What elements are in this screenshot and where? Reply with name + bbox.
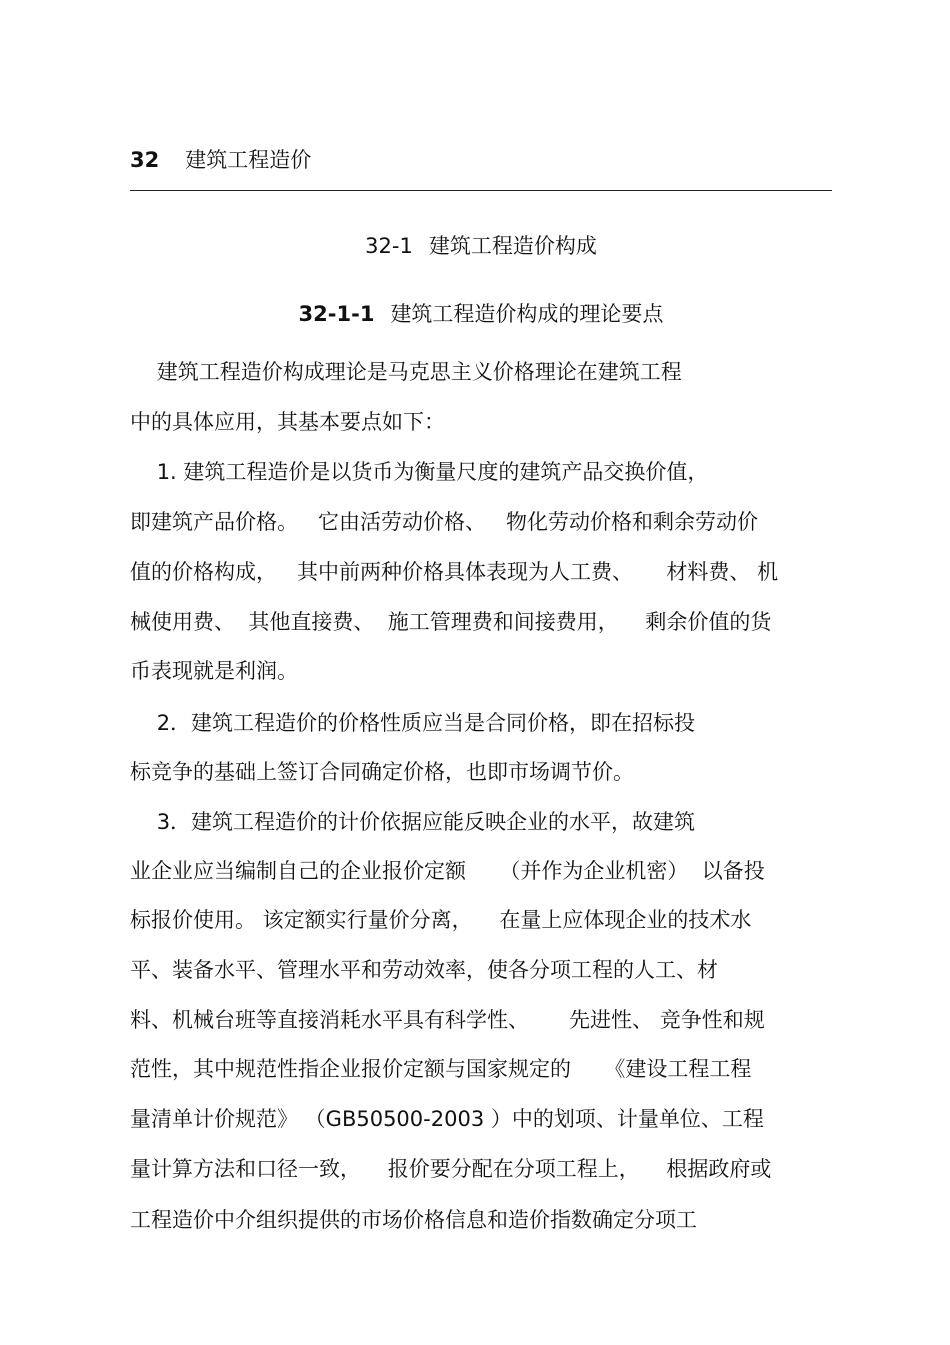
subsection-number: 32-1-1 (298, 302, 375, 326)
body-line: 械使用费、 其他直接费、 施工管理费和间接费用， 剩余价值的货 (130, 610, 772, 634)
section-heading (130, 232, 832, 260)
body-line: 量清单计价规范》 （GB50500-2003 ）中的划项、计量单位、工程 (130, 1107, 764, 1131)
chapter-heading (130, 146, 832, 174)
body-line: 标报价使用。 该定额实行量价分离， 在量上应体现企业的技术水 (130, 908, 752, 932)
body-line: 平、装备水平、管理水平和劳动效率，使各分项工程的人工、材 (130, 958, 718, 982)
chapter-number: 32 (130, 148, 160, 172)
section-number: 32-1 (365, 234, 413, 258)
body-line: 中的具体应用，其基本要点如下： (130, 410, 445, 434)
body-line: 建筑工程造价构成理论是马克思主义价格理论在建筑工程 (130, 360, 682, 384)
section-title: 建筑工程造价构成 (428, 234, 597, 258)
body-line: 3．建筑工程造价的计价依据应能反映企业的水平，故建筑 (130, 810, 696, 834)
subsection-title: 建筑工程造价构成的理论要点 (390, 302, 664, 326)
body-line: 料、机械台班等直接消耗水平具有科学性、 先进性、 竞争性和规 (130, 1008, 765, 1032)
body-line: 工程造价中介组织提供的市场价格信息和造价指数确定分项工 (130, 1208, 697, 1232)
body-line: 1. 建筑工程造价是以货币为衡量尺度的建筑产品交换价值， (130, 460, 709, 484)
body-line: 值的价格构成， 其中前两种价格具体表现为人工费、 材料费、 机 (130, 560, 779, 584)
body-line: 即建筑产品价格。 它由活劳动价格、 物化劳动价格和剩余劳动价 (130, 510, 759, 534)
body-line: 标竞争的基础上签订合同确定价格，也即市场调节价。 (130, 760, 634, 784)
header-rule (130, 190, 832, 191)
body-line: 2．建筑工程造价的价格性质应当是合同价格，即在招标投 (130, 711, 696, 735)
body-line: 范性，其中规范性指企业报价定额与国家规定的 《建设工程工程 (130, 1057, 752, 1081)
chapter-title: 建筑工程造价 (185, 148, 312, 172)
body-line: 币表现就是利润。 (130, 659, 298, 683)
body-line: 业企业应当编制自己的企业报价定额 （并作为企业机密） 以备投 (130, 859, 765, 883)
subsection-heading (130, 300, 832, 328)
body-line: 量计算方法和口径一致， 报价要分配在分项工程上， 根据政府或 (130, 1157, 772, 1181)
